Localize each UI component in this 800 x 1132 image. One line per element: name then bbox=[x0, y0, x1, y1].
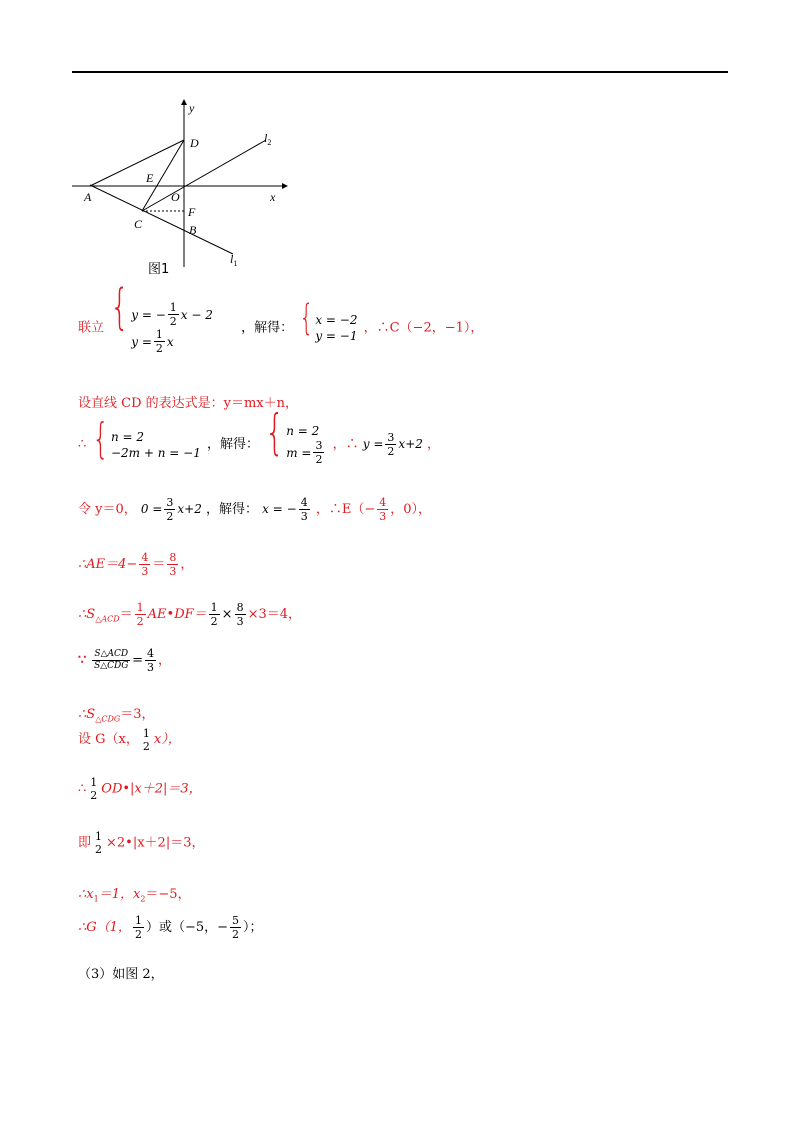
line-l2 bbox=[142, 140, 266, 211]
equation-system-1: { y = − $\frac{1}{2}$ x − 2 y = $\frac{1}{2}$ x bbox=[110, 280, 213, 355]
equation-system-2: { n = 2 −2m + n = −1 bbox=[92, 415, 201, 464]
solution-line-5: ∴AE＝4− $\frac{4}{3}$ ＝ $\frac{8}{3}$ ， bbox=[78, 551, 194, 578]
solution-line-8: $\therefore S_{\triangle CDG}=3$， bbox=[78, 707, 155, 724]
x-arrow bbox=[282, 183, 288, 189]
label-l2: $l_2$ bbox=[264, 131, 272, 147]
solution-line-11: 即 1 2 ×2•|x＋2|＝3， bbox=[78, 830, 205, 856]
label-y: y bbox=[189, 101, 195, 115]
label-x: x bbox=[270, 190, 276, 204]
solution-line-9: 设 G（x， 1 2 x）， bbox=[78, 727, 181, 753]
label-e: E bbox=[146, 171, 154, 185]
line-l1 bbox=[90, 185, 233, 254]
solution-line-13: ∴G（1， $\frac{1}{2}$ ）或（−5，− $\frac{5}{2}$ ）； bbox=[78, 914, 263, 941]
label-f: F bbox=[188, 205, 196, 219]
solution-line-12: $\therefore x_1=1$，$x_2=-5$， bbox=[78, 887, 191, 904]
solution-system-1: { x = −2 y = −1 bbox=[299, 299, 358, 343]
solution-line-6: $\therefore S_{\triangle ACD}=$ $\frac{1}{2}$ AE•DF＝ $\frac{1}{2}$ × $\frac{8}{3}$ ×3＝4， bbox=[78, 601, 302, 628]
solution-line-14: （3）如图 2， bbox=[78, 967, 164, 982]
solution-line-1: 联立 { y = − $\frac{1}{2}$ x − 2 y = $\frac{1}{2}$ x ，解得： { x = −2 y = −1 ，∴C（−2，−1）， bbox=[78, 280, 484, 355]
solution-line-10: ∴ 1 2 OD•|x＋2|＝3， bbox=[78, 776, 202, 802]
label-c: C bbox=[134, 217, 143, 231]
figure-caption: 图1 bbox=[148, 262, 170, 277]
label-o: O bbox=[171, 190, 180, 204]
solution-line-4: 令 y＝0， 0 = $\frac{3}{2}$ x+2 ，解得： x = − $\frac{4}{3}$ ，∴E（− $\frac{4}{3}$ ，0）， bbox=[78, 496, 431, 523]
solution-line-3: ∴ { n = 2 −2m + n = −1 ，解得： { n = 2 m = $\frac{3}{2}$ ，∴ y = $\frac{3}{2}$ x+2 ， bbox=[78, 405, 441, 466]
figure-1 bbox=[60, 95, 290, 280]
solution-line-2: 设直线 CD 的表达式是：y＝mx＋n， bbox=[78, 396, 299, 411]
solution-system-2: { n = 2 m = $\frac{3}{2}$ bbox=[265, 405, 323, 466]
solution-line-7: ∵ $\frac{\text{S△ACD}}{\text{S△CDG}}$ = $\frac{4}{3}$ ， bbox=[78, 647, 172, 674]
y-arrow bbox=[181, 99, 187, 105]
label-a: A bbox=[84, 190, 92, 204]
label-d: D bbox=[190, 136, 199, 150]
label-b: B bbox=[189, 223, 197, 237]
header-rule bbox=[72, 71, 728, 73]
label-l1: $l_1$ bbox=[230, 252, 238, 268]
